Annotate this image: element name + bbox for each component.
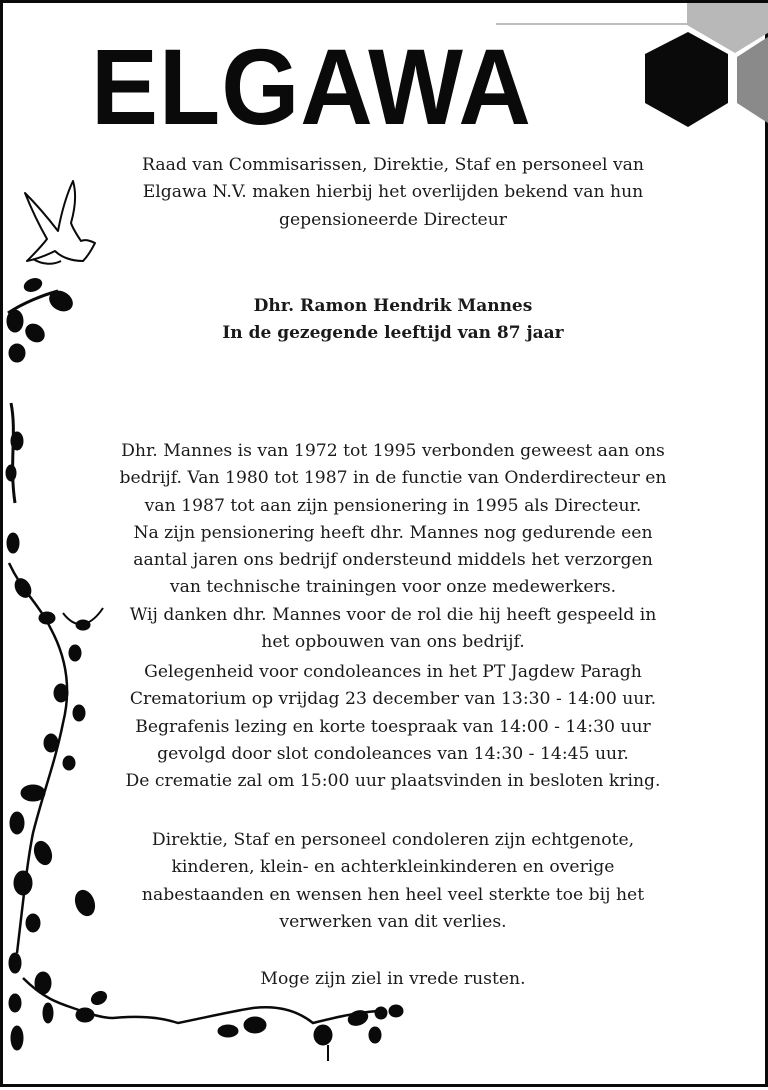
company-logo: ELGAWA	[91, 26, 532, 147]
bio-line: het opbouwen van ons bedrijf.	[261, 632, 525, 653]
deceased-age: In de gezegende leeftijd van 87 jaar	[222, 323, 564, 344]
bio-line: aantal jaren ons bedrijf ondersteund middels het verzorgen	[133, 550, 653, 571]
intro-line: gepensioneerde Directeur	[278, 209, 507, 230]
ceremony-line: gevolgd door slot condoleances van 14:30 - 14:45 uur.	[157, 743, 629, 764]
bio-line: Dhr. Mannes is van 1972 tot 1995 verbonden geweest aan ons	[121, 441, 665, 461]
condolence-line: verwerken van dit verlies.	[279, 911, 507, 932]
condolence-line: kinderen, klein- en achterkleinkinderen en overige	[171, 857, 615, 878]
bio-line: Na zijn pensionering heeft dhr. Mannes nog gedurende een	[133, 522, 653, 543]
condolence-paragraph	[73, 827, 713, 936]
ceremony-line: Begrafenis lezing en korte toespraak van 14:00 - 14:30 uur	[135, 716, 651, 737]
bio-line: bedrijf. Van 1980 tot 1987 in de functie van Onderdirecteur en	[119, 468, 667, 489]
closing-line	[73, 966, 713, 993]
bio-line: van 1987 tot aan zijn pensionering in 1995 als Directeur.	[144, 495, 642, 516]
intro-line: Raad van Commisarissen, Direktie, Staf en personeel van	[142, 155, 644, 175]
ceremony-paragraph	[73, 659, 713, 795]
deceased-name: Dhr. Ramon Hendrik Mannes	[253, 296, 533, 316]
hexagon-dark	[645, 32, 728, 127]
intro-line: Elgawa N.V. maken hierbij het overlijden bekend van hun	[142, 182, 644, 203]
condolence-line: nabestaanden en wensen hen heel veel sterkte toe bij het	[141, 884, 645, 905]
ceremony-line: Crematorium op vrijdag 23 december van 13:30 - 14:00 uur.	[129, 689, 657, 710]
bio-line: Wij danken dhr. Mannes voor de rol die hij heeft gespeeld in	[129, 604, 657, 625]
intro-paragraph	[73, 152, 713, 234]
biography-paragraph	[73, 438, 713, 656]
deceased-block	[73, 293, 713, 348]
bio-line: van technische trainingen voor onze medewerkers.	[169, 577, 617, 598]
hexagon-logo-icon	[633, 3, 768, 133]
condolence-line: Direktie, Staf en personeel condoleren zijn echtgenote,	[151, 830, 635, 850]
closing-text: Moge zijn ziel in vrede rusten.	[260, 969, 526, 989]
ceremony-line: Gelegenheid voor condoleances in het PT Jagdew Paragh	[144, 662, 642, 682]
ceremony-line: De crematie zal om 15:00 uur plaatsvinden in besloten kring.	[125, 771, 661, 792]
